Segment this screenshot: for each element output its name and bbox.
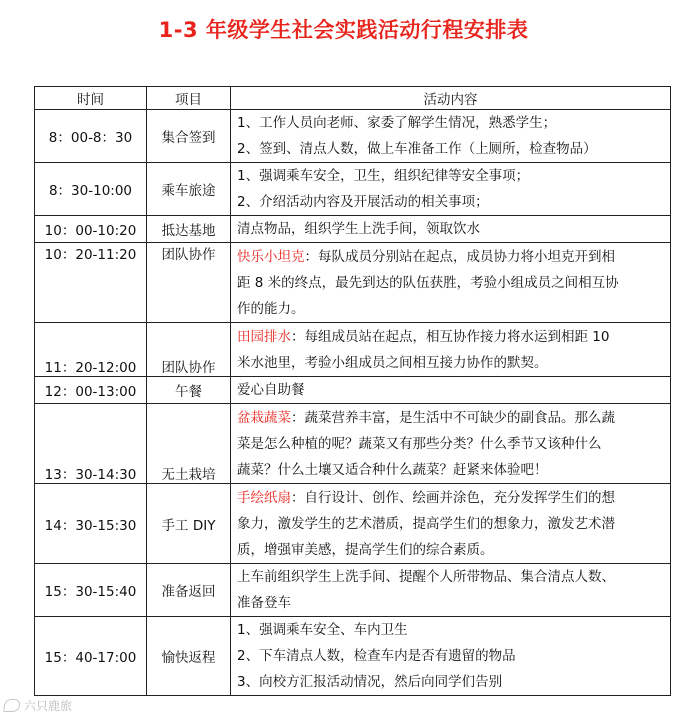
content-line (237, 296, 666, 322)
table-row (35, 484, 671, 564)
content-line (237, 617, 666, 643)
time-cell: 12：00-13:00 (35, 377, 147, 404)
content-line (237, 350, 666, 376)
content-line (237, 669, 666, 695)
item-cell: 愉快返程 (147, 617, 231, 696)
table-row (35, 323, 671, 377)
schedule-table (34, 86, 671, 696)
content-line (237, 511, 666, 537)
content-line (237, 189, 666, 215)
content-text: 菜是怎么种植的呢？蔬菜又有那些分类？什么季节又该种什么 (237, 435, 602, 452)
content-text: 象力，激发学生的艺术潜质，提高学生们的想象力，激发艺术潜 (237, 515, 615, 532)
table-row (35, 377, 671, 404)
content-text: 上车前组织学生上洗手间、提醒个人所带物品、集合清点人数、 (237, 569, 615, 585)
content-text: 1、强调乘车安全，卫生，组织纪律等安全事项； (237, 168, 530, 184)
page-title: 1-3 年级学生社会实践活动行程安排表 (158, 18, 529, 42)
content-text: 距 8 米的终点，最先到达的队伍获胜，考验小组成员之间相互协 (237, 274, 619, 291)
activity-name-highlight: 盆栽蔬菜 (237, 409, 291, 426)
content-cell (231, 404, 671, 484)
content-text: 3、向校方汇报活动情况，然后向同学们告别 (237, 674, 503, 690)
activity-name-highlight: 快乐小坦克 (237, 248, 305, 265)
content-line (237, 537, 666, 563)
content-cell (231, 323, 671, 377)
content-line (237, 643, 666, 669)
time-cell: 8：00-8：30 (35, 110, 147, 163)
item-cell: 准备返回 (147, 564, 231, 617)
item-cell: 乘车旅途 (147, 163, 231, 216)
table-header-row (35, 87, 671, 110)
item-cell: 午餐 (147, 377, 231, 404)
watermark-text: 六只鹿旅 (24, 699, 73, 713)
time-cell: 10：20-11:20 (35, 243, 147, 323)
content-line (237, 216, 666, 242)
table-row (35, 243, 671, 323)
watermark (4, 697, 72, 714)
content-line (237, 377, 666, 403)
content-text: 准备登车 (237, 595, 291, 611)
table-row (35, 163, 671, 216)
item-cell: 抵达基地 (147, 216, 231, 243)
table-row (35, 110, 671, 163)
content-text: 2、签到、清点人数，做上车准备工作（上厕所，检查物品） (237, 141, 597, 157)
content-cell (231, 216, 671, 243)
content-text: 米水池里，考验小组成员之间相互接力协作的默契。 (237, 354, 548, 371)
activity-name-highlight: 手绘纸扇 (237, 489, 291, 506)
table-row (35, 404, 671, 484)
content-text: 1、工作人员向老师、家委了解学生情况，熟悉学生； (237, 115, 557, 131)
content-text: 蔬菜？什么土壤又适合种什么蔬菜？赶紧来体验吧！ (237, 461, 548, 478)
content-text: 清点物品，组织学生上洗手间，领取饮水 (237, 221, 480, 237)
table-row (35, 617, 671, 696)
content-text: ：每组成员站在起点，相互协作接力将水运到相距 10 (291, 328, 610, 345)
table-row (35, 216, 671, 243)
content-line (237, 405, 666, 431)
item-cell: 手工 DIY (147, 484, 231, 564)
time-cell: 8：30-10:00 (35, 163, 147, 216)
content-cell (231, 243, 671, 323)
content-line (237, 564, 666, 590)
content-cell (231, 163, 671, 216)
content-cell (231, 617, 671, 696)
header-time: 时间 (35, 87, 147, 110)
activity-name-highlight: 田园排水 (237, 328, 291, 345)
content-text: ：每队成员分别站在起点，成员协力将小坦克开到相 (304, 248, 615, 265)
item-cell: 团队协作 (147, 323, 231, 377)
content-line (237, 136, 666, 162)
content-cell (231, 484, 671, 564)
content-text: ：蔬菜营养丰富，是生活中不可缺少的副食品。那么蔬 (291, 409, 615, 426)
time-cell: 15：30-15:40 (35, 564, 147, 617)
header-content: 活动内容 (231, 87, 671, 110)
content-text: ：自行设计、创作、绘画并涂色，充分发挥学生们的想 (291, 489, 615, 506)
content-text: 2、下车清点人数，检查车内是否有遗留的物品 (237, 648, 516, 664)
time-cell: 11：20-12:00 (35, 323, 147, 377)
content-line (237, 163, 666, 189)
item-cell: 无土栽培 (147, 404, 231, 484)
chat-bubble-icon (3, 699, 21, 712)
content-line (237, 110, 666, 136)
content-text: 1、强调乘车安全、车内卫生 (237, 622, 408, 638)
content-text: 爱心自助餐 (237, 382, 305, 398)
time-cell: 15：40-17:00 (35, 617, 147, 696)
content-cell (231, 564, 671, 617)
content-line (237, 457, 666, 483)
time-cell: 10：00-10:20 (35, 216, 147, 243)
item-cell: 集合签到 (147, 110, 231, 163)
table-row (35, 564, 671, 617)
content-line (237, 270, 666, 296)
content-text: 质，增强审美感，提高学生们的综合素质。 (237, 541, 494, 558)
content-line (237, 431, 666, 457)
content-cell (231, 110, 671, 163)
time-cell: 14：30-15:30 (35, 484, 147, 564)
content-line (237, 590, 666, 616)
time-cell: 13：30-14:30 (35, 404, 147, 484)
content-text: 作的能力。 (237, 300, 305, 317)
content-text: 2、介绍活动内容及开展活动的相关事项； (237, 194, 489, 210)
content-line (237, 324, 666, 350)
content-line (237, 244, 666, 270)
content-cell (231, 377, 671, 404)
header-item: 项目 (147, 87, 231, 110)
content-line (237, 485, 666, 511)
item-cell: 团队协作 (147, 243, 231, 323)
